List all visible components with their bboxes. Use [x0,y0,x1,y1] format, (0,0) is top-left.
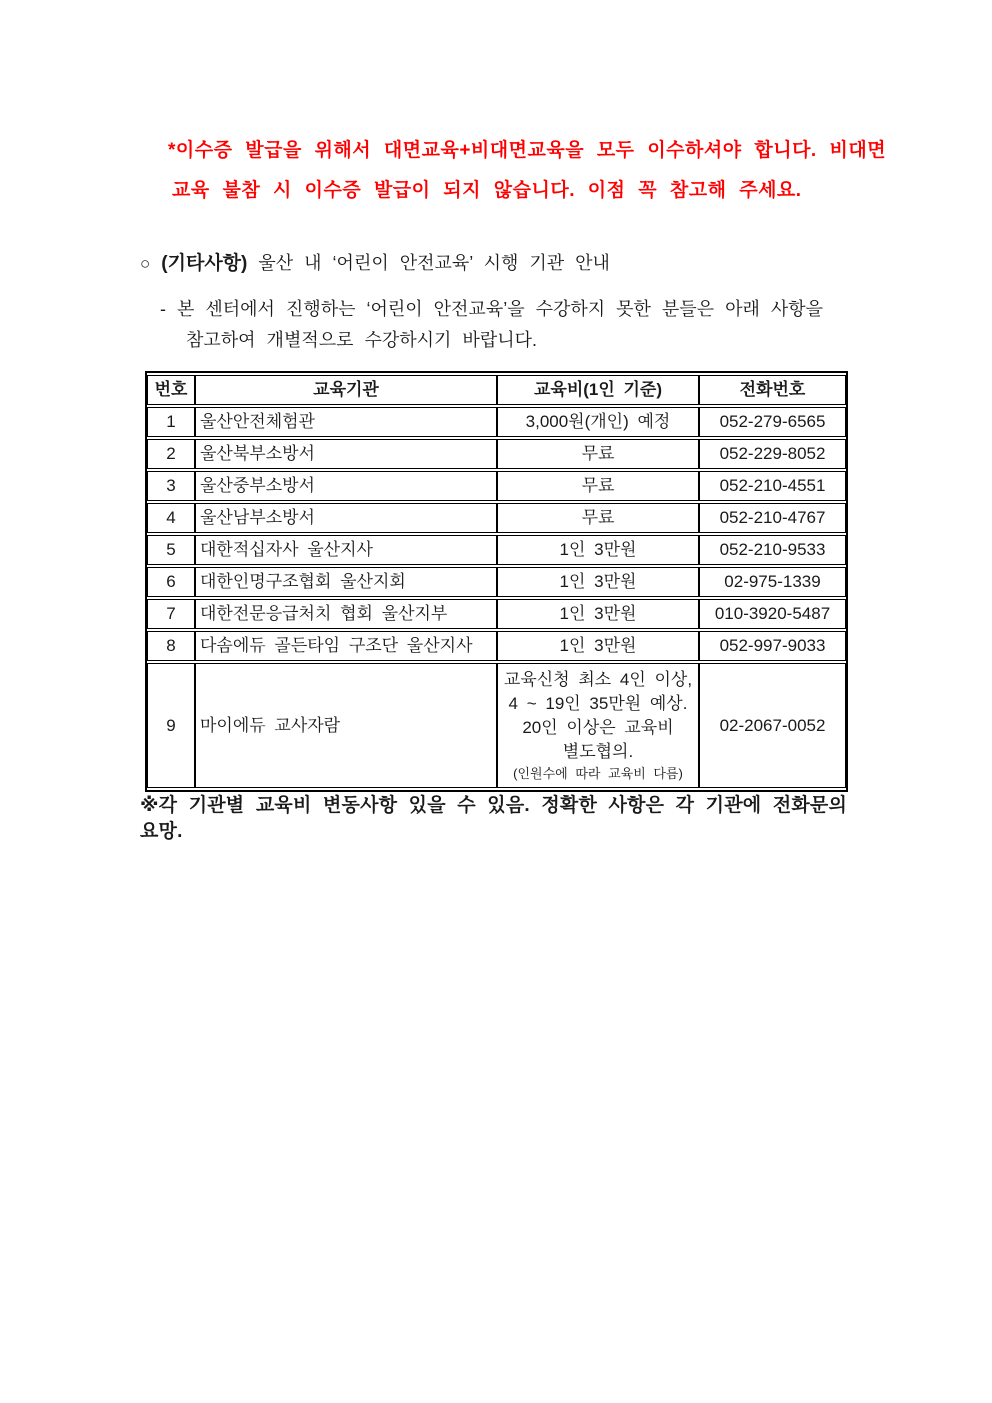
cell-institution: 대한인명구조협회 울산지회 [195,567,497,597]
fee-line: 별도협의. [562,742,634,761]
cell-fee: 무료 [497,471,699,501]
cell-number: 8 [147,631,195,661]
table-row [147,663,846,788]
cell-number: 4 [147,503,195,533]
cell-institution: 울산북부소방서 [195,439,497,469]
cell-number: 9 [147,663,195,788]
cell-phone: 02-975-1339 [699,567,846,597]
cell-fee [497,663,699,788]
sub-note-line-2: 참고하여 개별적으로 수강하시기 바랍니다. [186,330,537,350]
institutions-table [147,373,846,790]
cell-institution: 울산중부소방서 [195,471,497,501]
cell-fee: 무료 [497,439,699,469]
cell-institution: 다솜에듀 골든타임 구조단 울산지사 [195,631,497,661]
cell-fee: 1인 3만원 [497,631,699,661]
footer-note: ※각 기관별 교육비 변동사항 있을 수 있음. 정확한 사항은 각 기관에 전화문의 요망. [140,795,848,842]
col-header-phone: 전화번호 [699,375,846,405]
cell-phone: 02-2067-0052 [699,663,846,788]
cell-number: 1 [147,407,195,437]
table-row [147,567,846,597]
fee-line: (인원수에 따라 교육비 다름) [513,766,683,781]
section-heading-bold: (기타사항) [161,253,248,274]
section-heading [140,251,610,276]
cell-fee: 무료 [497,503,699,533]
warning-text [168,131,888,211]
table-row [147,503,846,533]
cell-institution: 마이에듀 교사자람 [195,663,497,788]
cell-institution: 울산남부소방서 [195,503,497,533]
fee-line: 교육신청 최소 4인 이상, [503,670,693,689]
fee-line: 4 ~ 19인 35만원 예상. [508,694,688,713]
table-row [147,599,846,629]
circle-bullet: ○ [140,254,151,273]
col-header-number: 번호 [147,375,195,405]
cell-fee: 1인 3만원 [497,567,699,597]
cell-number: 6 [147,567,195,597]
cell-institution: 대한적십자사 울산지사 [195,535,497,565]
table-row [147,631,846,661]
table-row [147,535,846,565]
cell-phone: 052-279-6565 [699,407,846,437]
cell-phone: 052-997-9033 [699,631,846,661]
col-header-institution: 교육기관 [195,375,497,405]
sub-note-line-1: - 본 센터에서 진행하는 ‘어린이 안전교육’을 수강하지 못한 분들은 아래 사항을 [160,299,824,319]
cell-fee: 1인 3만원 [497,599,699,629]
table-row [147,471,846,501]
table-header-row [147,375,846,405]
cell-fee: 1인 3만원 [497,535,699,565]
cell-number: 5 [147,535,195,565]
cell-institution: 대한전문응급처치 협회 울산지부 [195,599,497,629]
section-heading-rest: 울산 내 ‘어린이 안전교육’ 시행 기관 안내 [258,253,610,273]
cell-phone: 052-229-8052 [699,439,846,469]
cell-number: 2 [147,439,195,469]
section-sub-note [160,294,870,356]
col-header-fee: 교육비(1인 기준) [497,375,699,405]
cell-phone: 052-210-9533 [699,535,846,565]
cell-number: 3 [147,471,195,501]
cell-phone: 052-210-4551 [699,471,846,501]
table-row [147,439,846,469]
cell-phone: 052-210-4767 [699,503,846,533]
cell-institution: 울산안전체험관 [195,407,497,437]
warning-line-2: 교육 불참 시 이수증 발급이 되지 않습니다. 이점 꼭 참고해 주세요. [172,180,802,201]
table-row [147,407,846,437]
cell-number: 7 [147,599,195,629]
warning-line-1: *이수증 발급을 위해서 대면교육+비대면교육을 모두 이수하셔야 합니다. 비대면 [168,140,887,161]
fee-line: 20인 이상은 교육비 [522,718,674,737]
cell-fee: 3,000원(개인) 예정 [497,407,699,437]
cell-phone: 010-3920-5487 [699,599,846,629]
institutions-table-wrap [145,371,848,792]
